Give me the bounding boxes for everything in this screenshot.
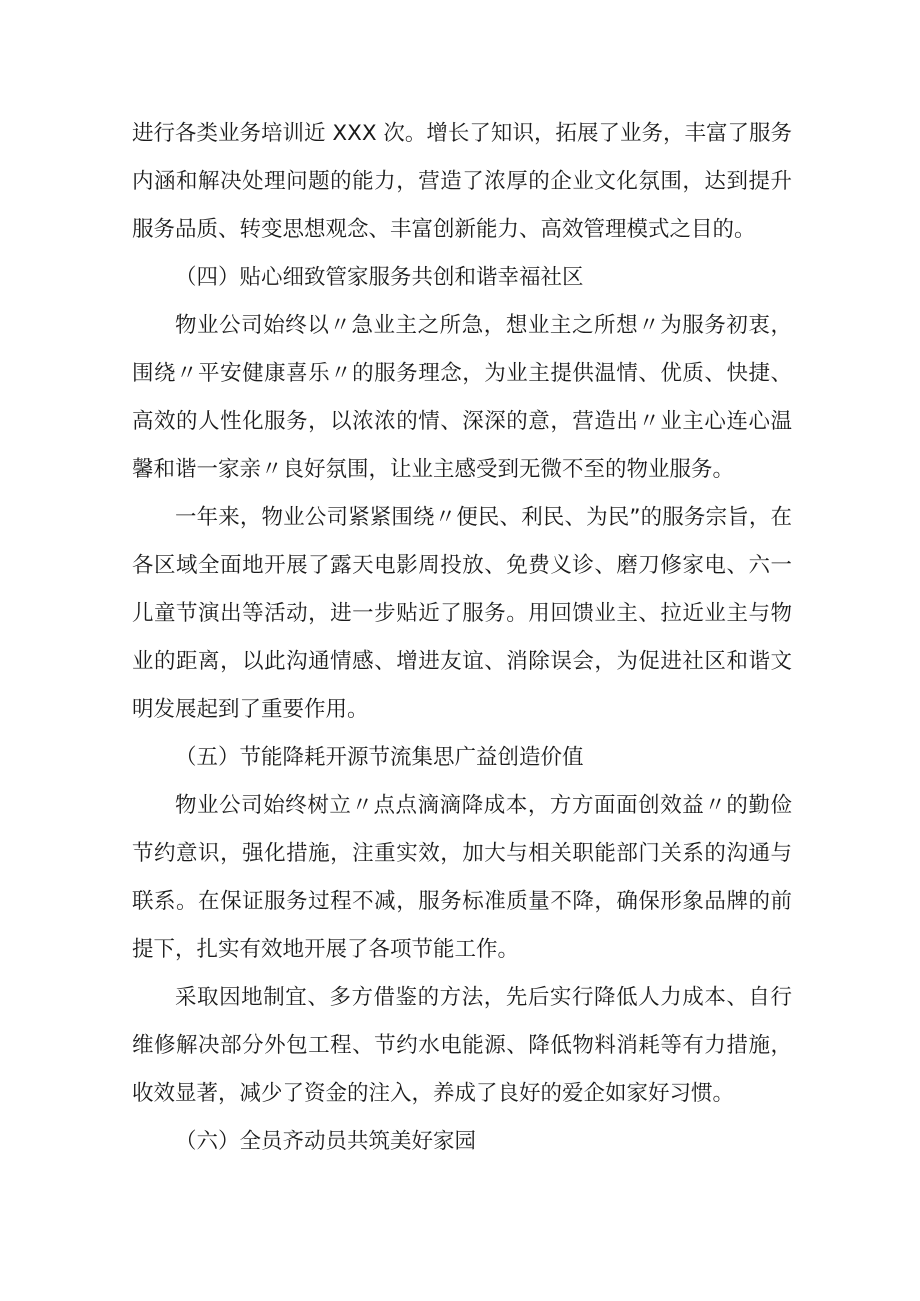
- section-heading-5: （五）节能降耗开源节流集思广益创造价值: [175, 745, 584, 770]
- paragraph-community-activities: 一年来，物业公司紧紧围绕〃便民、利民、为民”的服务宗旨，在各区域全面地开展了露天电影周投放、免费义诊、磨刀修家电、六一儿童节演出等活动，进一步贴近了服务。用回馈业主、拉近业主与物业的距离，以此沟通情感、增进友谊、消除误会，为促进社区和谐文明发展起到了重要作用。: [132, 505, 792, 722]
- paragraph-butler-service: 物业公司始终以〃急业主之所急，想业主之所想〃为服务初衷，围绕〃平安健康喜乐〃的服务理念，为业主提供温情、优质、快捷、高效的人性化服务，以浓浓的情、深深的意，营造出〃业主心连心温馨和谐一家亲〃良好氛围，让业主感受到无微不至的物业服务。: [132, 313, 792, 482]
- paragraph-cost-measures: 采取因地制宜、多方借鉴的方法，先后实行降低人力成本、自行维修解决部分外包工程、节约水电能源、降低物料消耗等有力措施，收效显著，减少了资金的注入，养成了良好的爱企如家好习惯。: [132, 985, 792, 1106]
- document-body: [132, 110, 792, 1166]
- section-heading-4: （四）贴心细致管家服务共创和谐幸福社区: [175, 265, 584, 290]
- section-heading-6: （六）全员齐动员共筑美好家园: [175, 1129, 477, 1154]
- paragraph-training-summary: 进行各类业务培训近 XXX 次。增长了知识，拓展了业务，丰富了服务内涵和解决处理问题的能力，营造了浓厚的企业文化氛围，达到提升服务品质、转变思想观念、丰富创新能力、高效管理模式之目的。: [132, 121, 792, 242]
- paragraph-energy-saving: 物业公司始终树立〃点点滴滴降成本，方方面面创效益〃的勤俭节约意识，强化措施，注重实效，加大与相关职能部门关系的沟通与联系。在保证服务过程不减，服务标准质量不降，确保形象品牌的前提下，扎实有效地开展了各项节能工作。: [132, 793, 792, 962]
